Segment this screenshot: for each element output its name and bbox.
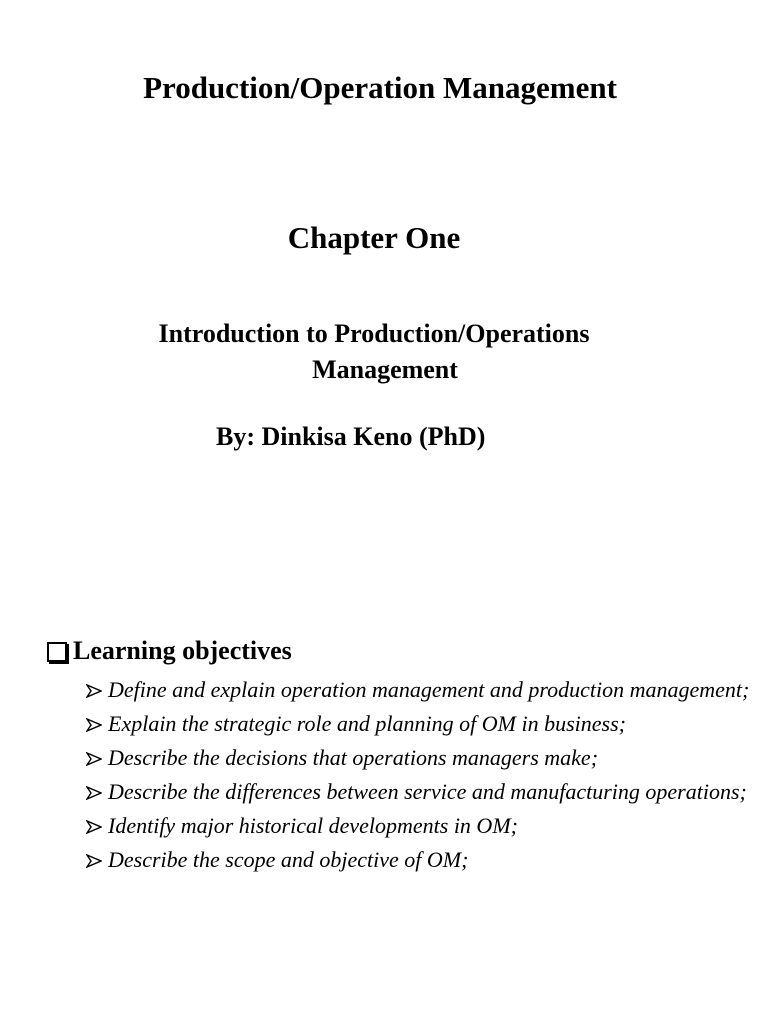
document-title: Production/Operation Management [143, 70, 617, 105]
objective-text: Describe the scope and objective of OM; [108, 847, 469, 872]
objective-text: Describe the decisions that operations managers make; [108, 745, 599, 770]
author-line: By: Dinkisa Keno (PhD) [216, 422, 486, 451]
objective-text: Identify major historical developments in OM; [108, 813, 518, 838]
objective-text: Describe the differences between service and manufacturing operations; [108, 779, 747, 804]
objective-text: Define and explain operation management and production management; [108, 677, 750, 702]
learning-objectives-heading [47, 636, 292, 666]
chapter-subtitle [0, 316, 748, 388]
list-item [86, 710, 758, 738]
list-item [86, 846, 758, 874]
arrow-bullet-icon [86, 752, 102, 766]
arrow-bullet-icon [86, 820, 102, 834]
list-item [86, 778, 758, 806]
list-item [86, 676, 758, 704]
checkbox-icon [47, 642, 67, 662]
arrow-bullet-icon [86, 854, 102, 868]
objectives-list [86, 676, 758, 880]
learning-objectives-label: Learning objectives [73, 636, 292, 665]
arrow-bullet-icon [86, 786, 102, 800]
list-item [86, 744, 758, 772]
chapter-heading: Chapter One [287, 220, 461, 255]
arrow-bullet-icon [86, 684, 102, 698]
list-item [86, 812, 758, 840]
chapter-subtitle-line-1: Introduction to Production/Operations [158, 319, 590, 348]
chapter-subtitle-line-2: Management [312, 355, 458, 384]
objective-text: Explain the strategic role and planning of OM in business; [108, 711, 626, 736]
arrow-bullet-icon [86, 718, 102, 732]
